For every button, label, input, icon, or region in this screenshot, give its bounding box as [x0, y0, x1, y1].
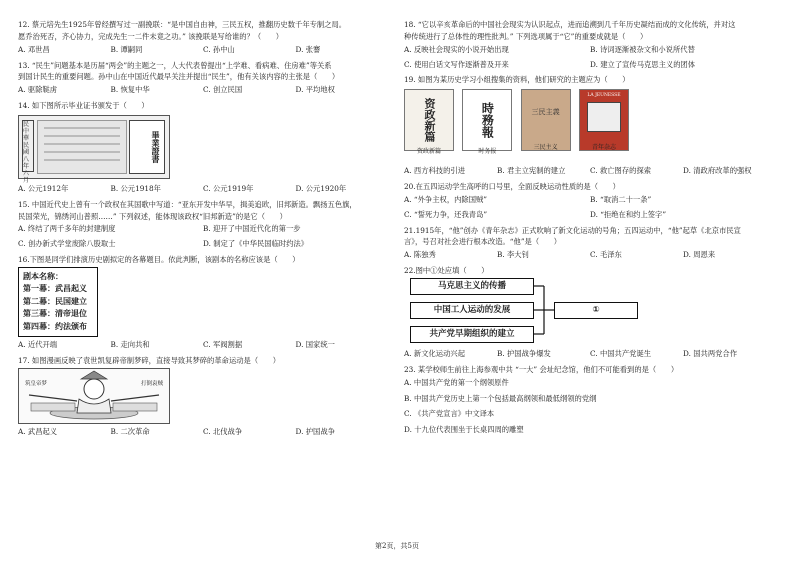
question-15 [18, 200, 388, 249]
q14-option-c[interactable]: C. 公元1919年 [203, 183, 254, 193]
q19-option-b[interactable]: B. 君主立宪制的建立 [497, 166, 566, 176]
q22-option-d[interactable]: D. 国共两党合作 [683, 348, 738, 358]
publication-1-caption: 资政新篇 [416, 148, 441, 156]
question-20 [404, 182, 776, 220]
publication-4-caption: 青年杂志 [591, 144, 616, 152]
q20-option-a[interactable]: A. “外争主权，内除国贼” [404, 194, 488, 204]
q21-options [404, 250, 776, 260]
q19-option-c[interactable]: C. 救亡图存的探索 [590, 166, 652, 176]
q14-option-a[interactable]: A. 公元1912年 [18, 183, 69, 193]
q12-option-d[interactable]: D. 张謇 [295, 44, 321, 54]
q18-options [404, 45, 776, 70]
q15-option-d[interactable]: D. 制定了《中华民国临时约法》 [203, 239, 309, 249]
publication-1 [404, 89, 454, 156]
left-column [18, 20, 388, 442]
q22-option-c[interactable]: C. 中国共产党诞生 [590, 348, 652, 358]
q21-stem-2: 言》，号召对社会进行根本改造。“他”是（ ） [404, 237, 562, 247]
publication-4-portrait [587, 102, 621, 132]
q13-option-a[interactable]: A. 驱除鞑虏 [18, 85, 58, 95]
q12-option-a[interactable]: A. 邓世昌 [18, 44, 50, 54]
certificate-image [18, 115, 170, 184]
question-19 [404, 75, 776, 176]
q15-option-b[interactable]: B. 迎开了中国近代化的第一步 [203, 224, 301, 234]
publication-4-title: LA JEUNESSE [587, 93, 621, 99]
publication-3 [521, 89, 571, 151]
cartoon-image [18, 368, 170, 424]
q22-box-1: 马克思主义的传播 [410, 278, 534, 295]
cartoon-drawing [19, 369, 169, 423]
q18-stem-1: 18. “它以辛亥革命后的中国社会现实为认识起点，进而追溯到几千年历史凝结而成的文化传统，并对这 [404, 20, 736, 29]
q14-stem: 14. 如下图所示毕业证书颁发于（ ） [18, 101, 149, 111]
q16-stem: 16.下图是同学们排演历史剧拟定的各幕题目。依此判断，该剧本的名称应该是（ ） [18, 255, 300, 265]
q23-option-d[interactable]: D. 十九位代表围坐于长桌四周的雕塑 [404, 425, 524, 435]
q22-option-a[interactable]: A. 新文化运动兴起 [404, 348, 465, 358]
q15-option-c[interactable]: C. 创办新式学堂废除八股取士 [18, 239, 116, 249]
q20-options [404, 195, 776, 220]
q12-option-b[interactable]: B. 谭嗣同 [110, 44, 143, 54]
question-22 [404, 266, 776, 359]
script-act-4: 第四幕：约法颁布 [23, 321, 87, 331]
question-23 [404, 365, 776, 435]
cartoon-label-left: 筑皇帝梦 [25, 380, 48, 387]
q18-option-c[interactable]: C. 使用白话文写作逐渐普及开来 [404, 59, 509, 69]
publication-4 [579, 89, 629, 151]
question-12 [18, 20, 388, 55]
q20-option-d[interactable]: D. “拒绝在和约上签字” [590, 209, 667, 219]
q17-option-c[interactable]: C. 北伐战争 [203, 426, 243, 436]
question-21 [404, 226, 776, 261]
publication-3-caption: 三民主义 [533, 143, 558, 151]
q22-result-box: ① [554, 302, 638, 319]
q15-stem-2: 民国荣光，锦绣河山普照……” 下列叙述，能体现该政权“旧邦新造”的是它（ ） [18, 211, 287, 221]
script-title: 剧本名称： [23, 271, 63, 281]
q22-options [404, 349, 776, 359]
q17-options [18, 427, 388, 437]
publication-2-caption: 时务报 [478, 148, 497, 156]
q16-option-b[interactable]: B. 走向共和 [110, 339, 150, 349]
q13-stem-1: 13. “民生”问题基本是历届“两会”的主题之一，人大代表曾提出“上学难、看病难、住房难”等关系 [18, 60, 332, 70]
q22-stem: 22.图中①处应填（ ） [404, 266, 489, 276]
q20-option-b[interactable]: B. “取消二十一条” [590, 194, 652, 204]
q18-option-b[interactable]: B. 诗词逐渐被杂文和小说所代替 [590, 44, 695, 54]
page-footer: 第2页，共5页 [375, 542, 419, 550]
q15-option-a[interactable]: A. 终结了两千多年的封建制度 [18, 224, 116, 234]
script-act-1: 第一幕：武昌起义 [23, 284, 87, 294]
publication-3-title: 三民主義 [531, 108, 560, 117]
q13-stem-2: 到国计民生的重要问题。孙中山在中国近代最早关注并提出“民生”，他有关该内容的主张是（ ） [18, 72, 340, 82]
q22-option-b[interactable]: B. 护国战争爆发 [497, 348, 551, 358]
certificate-title: 畢業證書 [129, 120, 165, 174]
q12-options [18, 45, 388, 55]
publication-2-title: 時務報 [480, 102, 495, 139]
publication-1-title: 资政新篇 [423, 98, 436, 143]
q13-option-b[interactable]: B. 恢复中华 [110, 85, 150, 95]
q21-stem-1: 21.1915年，“他”创办《青年杂志》正式吹响了新文化运动的号角；五四运动中，“他”起草《北京市民宣 [404, 225, 741, 235]
q12-option-c[interactable]: C. 孙中山 [203, 44, 235, 54]
q22-box-3: 共产党早期组织的建立 [410, 326, 534, 343]
certificate-side-text: 民 中華民國八年六月 [22, 120, 34, 172]
q15-options [18, 224, 388, 249]
q13-options [18, 85, 388, 95]
q17-stem: 17. 如图漫画反映了袁世凯复辟帝制梦碎，直接导致其梦碎的革命运动是（ ） [18, 355, 281, 365]
q20-stem: 20.在五四运动学生高呼的口号里，全面反映运动性质的是（ ） [404, 182, 620, 192]
q17-option-a[interactable]: A. 武昌起义 [18, 426, 58, 436]
q16-option-c[interactable]: C. 军阀割据 [203, 339, 243, 349]
q17-option-d[interactable]: D. 护国战争 [295, 426, 335, 436]
script-box [18, 267, 98, 337]
q13-option-c[interactable]: C. 创立民国 [203, 85, 243, 95]
q21-option-b[interactable]: B. 李大钊 [497, 250, 529, 260]
right-column [404, 20, 776, 441]
q23-option-b[interactable]: B. 中国共产党历史上第一个包括最高纲领和最低纲领的党纲 [404, 393, 597, 403]
question-17 [18, 356, 388, 437]
q16-options [18, 340, 388, 350]
q21-option-c[interactable]: C. 毛泽东 [590, 250, 622, 260]
q14-options [18, 184, 388, 194]
q18-stem-2: 种传统进行了总体性的理性批判。” 下列选项属于“它”的重要成就是（ ） [404, 31, 648, 41]
question-16 [18, 255, 388, 350]
q22-diagram [404, 278, 776, 346]
q14-option-b[interactable]: B. 公元1918年 [110, 183, 161, 193]
q12-stem-2: 愿乔治死否，齐心协力，完成先生一二件未竟之功。” 该挽联是写给谁的？（ ） [18, 31, 284, 41]
publications-figure [404, 87, 776, 163]
q16-option-a[interactable]: A. 近代开端 [18, 339, 58, 349]
q19-option-d[interactable]: D. 清政府改革的强权 [683, 166, 752, 176]
q19-stem: 19. 如图为某历史学习小组搜集的资料，他们研究的主题应为（ ） [404, 75, 630, 85]
q16-option-d[interactable]: D. 国家统一 [295, 339, 335, 349]
q18-option-d[interactable]: D. 建立了宣传马克思主义的团体 [590, 59, 696, 69]
certificate-body [37, 120, 127, 174]
q17-option-b[interactable]: B. 二次革命 [110, 426, 150, 436]
script-act-3: 第三幕：清帝退位 [23, 309, 87, 319]
q13-option-d[interactable]: D. 平均地权 [295, 85, 335, 95]
q23-option-a[interactable]: A. 中国共产党的第一个纲领原件 [404, 377, 509, 387]
q22-box-2: 中国工人运动的发展 [410, 302, 534, 319]
question-13 [18, 61, 388, 96]
q18-option-a[interactable]: A. 反映社会现实的小说开始出现 [404, 44, 509, 54]
q21-option-d[interactable]: D. 周恩来 [683, 250, 716, 260]
question-18 [404, 20, 776, 69]
q20-option-c[interactable]: C. “誓死力争，还我青岛” [404, 209, 488, 219]
q14-option-d[interactable]: D. 公元1920年 [295, 183, 347, 193]
q12-stem-1: 12. 蔡元培先生1925年曾经撰写过一副挽联：“是中国自由神，三民五权，推翻历史数千年专制之局。 [18, 20, 347, 29]
script-act-2: 第二幕：民国建立 [23, 296, 87, 306]
certificate-figure [18, 113, 388, 184]
q23-option-c[interactable]: C. 《共产党宣言》中文译本 [404, 409, 495, 419]
question-14 [18, 101, 388, 194]
cartoon-label-right: 打倒袁贼 [140, 380, 163, 387]
q15-stem-1: 15. 中国近代史上曾有一个政权在其国歌中写道：“亚东开发中华早，揖美追欧，旧邦新造。飘扬五色旗， [18, 199, 357, 209]
q19-options [404, 166, 776, 176]
q23-stem: 23. 某学校师生前往上海参观中共 “一大” 会址纪念馆，他们不可能看到的是（ ） [404, 364, 679, 374]
q19-option-a[interactable]: A. 西方科技的引进 [404, 166, 465, 176]
publication-2 [462, 89, 512, 156]
q21-option-a[interactable]: A. 陈独秀 [404, 250, 436, 260]
